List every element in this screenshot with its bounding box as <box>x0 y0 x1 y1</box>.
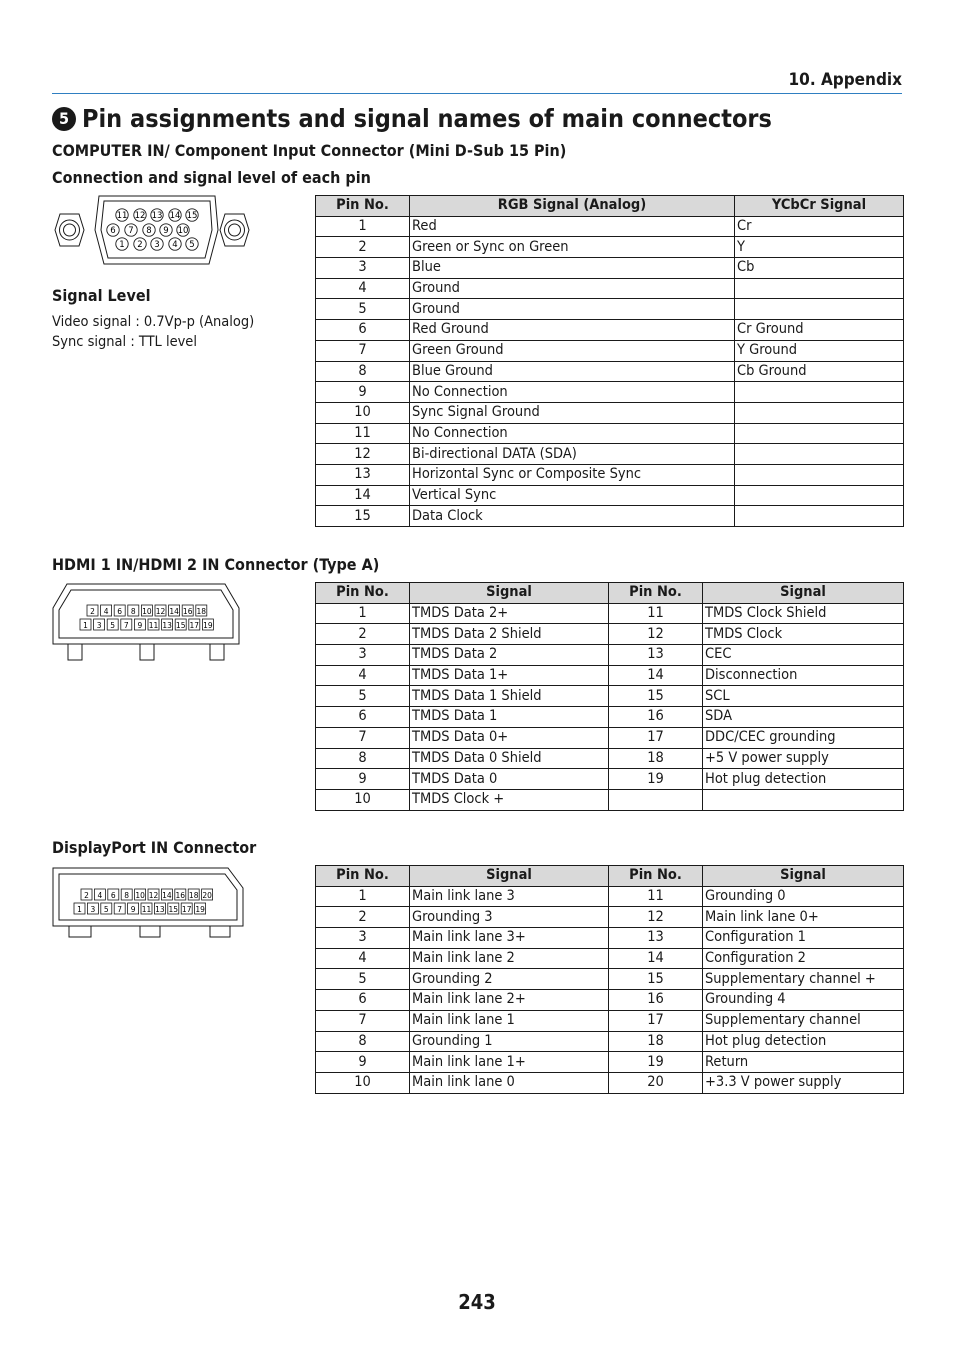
connector-pin-label: 8 <box>124 891 130 900</box>
connector-pin-label: 9 <box>137 621 143 630</box>
table-cell <box>703 789 904 810</box>
connector-pin-label: 12 <box>134 211 146 222</box>
table-row <box>316 237 904 258</box>
connector-pin-label: 8 <box>130 607 136 616</box>
table-row <box>316 969 904 990</box>
connector-pin-label: 8 <box>146 226 152 237</box>
table-cell: CEC <box>703 645 904 666</box>
connector-pin-label: 2 <box>90 607 95 616</box>
displayport-connector-diagram <box>52 866 246 940</box>
table-cell: 4 <box>316 948 410 969</box>
table-cell: No Connection <box>410 423 735 444</box>
col-header-ycbcr-signal: YCbCr Signal <box>735 196 904 217</box>
connector-pin-label: 16 <box>182 607 193 616</box>
table-cell: Grounding 3 <box>410 907 609 928</box>
table-cell: 11 <box>316 423 410 444</box>
header-rule <box>52 93 902 94</box>
table-row <box>316 382 904 403</box>
hdmi-connector-diagram <box>52 582 242 662</box>
table-cell: TMDS Clock <box>703 624 904 645</box>
connector-pin-label: 10 <box>177 226 189 237</box>
table-cell: 8 <box>316 748 410 769</box>
connector-pin-label: 13 <box>155 905 165 914</box>
table-cell: Blue Ground <box>410 361 735 382</box>
table-cell: Vertical Sync <box>410 485 735 506</box>
table-cell: TMDS Clock Shield <box>703 603 904 624</box>
connector-pin-label: 4 <box>103 607 109 616</box>
table-row <box>316 1010 904 1031</box>
col-header-pin-no-2: Pin No. <box>609 583 703 604</box>
table-row <box>316 485 904 506</box>
col-header-signal-2: Signal <box>703 583 904 604</box>
connector-pin-label: 12 <box>148 891 159 900</box>
connector-pin-label: 5 <box>103 905 109 914</box>
connector-pin-label: 3 <box>154 240 160 251</box>
table-cell: Main link lane 2 <box>410 948 609 969</box>
table-cell: 12 <box>609 907 703 928</box>
table-cell: 5 <box>316 299 410 320</box>
table-cell: 14 <box>316 485 410 506</box>
table-row <box>316 645 904 666</box>
displayport-pin-table <box>315 865 904 1094</box>
table-cell: TMDS Data 1 <box>410 707 609 728</box>
table-cell: 12 <box>316 444 410 465</box>
connector-pin-label: 9 <box>163 226 169 237</box>
table-cell: Supplementary channel + <box>703 969 904 990</box>
table-row <box>316 1072 904 1093</box>
connector-pin-label: 4 <box>172 240 178 251</box>
signal-level-heading: Signal Level <box>52 286 151 305</box>
section-header: 10. Appendix <box>788 70 902 90</box>
table-cell: 3 <box>316 258 410 279</box>
table-cell: Data Clock <box>410 506 735 527</box>
table-row <box>316 624 904 645</box>
connector-pin-label: 17 <box>189 621 200 630</box>
table-row <box>316 948 904 969</box>
table-cell: Supplementary channel <box>703 1010 904 1031</box>
connector-pin-label: 3 <box>96 621 102 630</box>
table-row <box>316 769 904 790</box>
connector-pin-label: 14 <box>169 211 181 222</box>
table-cell: TMDS Data 0 Shield <box>410 748 609 769</box>
connector-pin-label: 13 <box>162 621 172 630</box>
connector-pin-label: 14 <box>162 891 172 900</box>
table-cell: 9 <box>316 1052 410 1073</box>
connector-pin-label: 15 <box>175 621 186 630</box>
col-header-signal: Signal <box>410 583 609 604</box>
connector-pin-label: 19 <box>203 621 213 630</box>
table-cell: Hot plug detection <box>703 769 904 790</box>
connector-pin-label: 6 <box>110 226 116 237</box>
table-cell <box>735 382 904 403</box>
table-cell: 2 <box>316 624 410 645</box>
col-header-signal: Signal <box>410 866 609 887</box>
connector-pin-label: 5 <box>189 240 195 251</box>
table-cell <box>609 789 703 810</box>
col-header-signal-2: Signal <box>703 866 904 887</box>
table-cell: Cb <box>735 258 904 279</box>
table-cell: 20 <box>609 1072 703 1093</box>
table-cell: Grounding 0 <box>703 886 904 907</box>
table-cell: 7 <box>316 727 410 748</box>
table-cell: 4 <box>316 278 410 299</box>
sync-signal-text: Sync signal : TTL level <box>52 334 197 350</box>
table-cell: 18 <box>609 748 703 769</box>
table-row <box>316 707 904 728</box>
table-header-row <box>316 196 904 217</box>
table-cell: 12 <box>609 624 703 645</box>
hdmi-heading: HDMI 1 IN/HDMI 2 IN Connector (Type A) <box>52 555 380 574</box>
table-cell <box>735 299 904 320</box>
table-row <box>316 444 904 465</box>
connector-pin-label: 16 <box>175 891 186 900</box>
col-header-pin-no: Pin No. <box>316 583 410 604</box>
table-cell: TMDS Data 2 <box>410 645 609 666</box>
table-cell: 10 <box>316 402 410 423</box>
table-cell: 18 <box>609 1031 703 1052</box>
table-cell: Grounding 2 <box>410 969 609 990</box>
table-row <box>316 886 904 907</box>
table-row <box>316 258 904 279</box>
table-cell: Cr Ground <box>735 320 904 341</box>
table-cell: 8 <box>316 1031 410 1052</box>
table-cell: TMDS Data 1 Shield <box>410 686 609 707</box>
connector-pin-label: 11 <box>116 211 128 222</box>
connector-pin-label: 18 <box>196 607 207 616</box>
table-row <box>316 320 904 341</box>
table-cell: 7 <box>316 1010 410 1031</box>
table-cell: SCL <box>703 686 904 707</box>
col-header-rgb-signal: RGB Signal (Analog) <box>410 196 735 217</box>
table-row <box>316 340 904 361</box>
table-row <box>316 603 904 624</box>
table-cell: TMDS Data 2 Shield <box>410 624 609 645</box>
table-cell: Y Ground <box>735 340 904 361</box>
connector-pin-label: 2 <box>137 240 143 251</box>
table-cell: Cr <box>735 216 904 237</box>
table-cell: 9 <box>316 382 410 403</box>
table-cell: 14 <box>609 665 703 686</box>
table-cell <box>735 506 904 527</box>
table-cell: Disconnection <box>703 665 904 686</box>
connector-pin-label: 10 <box>135 891 145 900</box>
table-cell: Main link lane 3+ <box>410 928 609 949</box>
connector-pin-label: 15 <box>168 905 179 914</box>
table-cell: 9 <box>316 769 410 790</box>
table-cell: 17 <box>609 1010 703 1031</box>
table-cell: Ground <box>410 299 735 320</box>
table-row <box>316 361 904 382</box>
table-cell: Main link lane 0 <box>410 1072 609 1093</box>
table-cell: 6 <box>316 320 410 341</box>
dsub15-pin-table <box>315 195 904 527</box>
connector-pin-label: 7 <box>123 621 129 630</box>
connector-pin-label: 12 <box>155 607 166 616</box>
table-row <box>316 464 904 485</box>
table-cell: 6 <box>316 707 410 728</box>
table-row <box>316 928 904 949</box>
section-number-badge: 5 <box>52 107 76 131</box>
table-cell: 15 <box>609 686 703 707</box>
table-cell: Grounding 4 <box>703 990 904 1011</box>
table-cell: Red <box>410 216 735 237</box>
connector-pin-label: 2 <box>84 891 89 900</box>
connector-pin-label: 7 <box>117 905 123 914</box>
table-cell: Blue <box>410 258 735 279</box>
table-row <box>316 402 904 423</box>
table-cell: Bi-directional DATA (SDA) <box>410 444 735 465</box>
table-cell: 10 <box>316 1072 410 1093</box>
table-cell: 13 <box>609 928 703 949</box>
table-cell: Green or Sync on Green <box>410 237 735 258</box>
table-cell <box>735 444 904 465</box>
table-header-row <box>316 866 904 887</box>
connector-pin-label: 4 <box>97 891 103 900</box>
table-row <box>316 299 904 320</box>
table-cell: Configuration 2 <box>703 948 904 969</box>
table-cell: 5 <box>316 969 410 990</box>
connector-pin-label: 17 <box>181 905 192 914</box>
table-cell: Horizontal Sync or Composite Sync <box>410 464 735 485</box>
table-cell: 1 <box>316 603 410 624</box>
table-cell: 4 <box>316 665 410 686</box>
table-cell: DDC/CEC grounding <box>703 727 904 748</box>
table-cell: SDA <box>703 707 904 728</box>
table-cell: Main link lane 1 <box>410 1010 609 1031</box>
table-cell: 3 <box>316 645 410 666</box>
computer-in-heading: COMPUTER IN/ Component Input Connector (Mini D-Sub 15 Pin) <box>52 141 567 160</box>
connector-pin-label: 1 <box>119 240 125 251</box>
table-cell: 15 <box>316 506 410 527</box>
table-cell: +5 V power supply <box>703 748 904 769</box>
displayport-heading: DisplayPort IN Connector <box>52 838 257 857</box>
table-cell: 7 <box>316 340 410 361</box>
table-cell: 16 <box>609 707 703 728</box>
table-row <box>316 665 904 686</box>
connector-pin-label: 19 <box>195 905 205 914</box>
connector-pin-label: 1 <box>77 905 82 914</box>
table-cell: Green Ground <box>410 340 735 361</box>
table-row <box>316 907 904 928</box>
table-cell <box>735 464 904 485</box>
table-cell: +3.3 V power supply <box>703 1072 904 1093</box>
table-row <box>316 686 904 707</box>
table-cell: Configuration 1 <box>703 928 904 949</box>
page-title-text: Pin assignments and signal names of main connectors <box>82 104 772 133</box>
connector-pin-label: 1 <box>83 621 88 630</box>
table-cell: Y <box>735 237 904 258</box>
table-row <box>316 990 904 1011</box>
connector-pin-label: 13 <box>151 211 163 222</box>
table-cell <box>735 485 904 506</box>
table-cell: Ground <box>410 278 735 299</box>
table-cell: 6 <box>316 990 410 1011</box>
table-cell: 13 <box>609 645 703 666</box>
table-cell: 8 <box>316 361 410 382</box>
connector-pin-label: 11 <box>141 905 152 914</box>
table-cell: TMDS Data 2+ <box>410 603 609 624</box>
table-cell <box>735 423 904 444</box>
connector-pin-label: 7 <box>128 226 134 237</box>
table-cell: Return <box>703 1052 904 1073</box>
table-row <box>316 1031 904 1052</box>
table-cell: 17 <box>609 727 703 748</box>
table-cell: 2 <box>316 237 410 258</box>
table-cell: Sync Signal Ground <box>410 402 735 423</box>
connector-pin-label: 9 <box>130 905 136 914</box>
connector-pin-label: 6 <box>110 891 116 900</box>
connector-pin-label: 11 <box>148 621 159 630</box>
table-cell: 11 <box>609 886 703 907</box>
table-cell: No Connection <box>410 382 735 403</box>
table-cell: 10 <box>316 789 410 810</box>
computer-in-subheading: Connection and signal level of each pin <box>52 168 371 187</box>
connector-pin-label: 3 <box>90 905 96 914</box>
table-cell: 5 <box>316 686 410 707</box>
table-row <box>316 423 904 444</box>
table-cell: 1 <box>316 216 410 237</box>
col-header-pin-no: Pin No. <box>316 866 410 887</box>
connector-pin-label: 18 <box>188 891 199 900</box>
table-cell: Main link lane 2+ <box>410 990 609 1011</box>
table-cell: TMDS Data 0 <box>410 769 609 790</box>
table-row <box>316 506 904 527</box>
table-cell: 16 <box>609 990 703 1011</box>
table-cell: 19 <box>609 769 703 790</box>
table-cell: TMDS Data 1+ <box>410 665 609 686</box>
table-cell: TMDS Clock + <box>410 789 609 810</box>
connector-pin-label: 5 <box>110 621 116 630</box>
table-cell: 1 <box>316 886 410 907</box>
hdmi-pin-table <box>315 582 904 811</box>
table-cell: Red Ground <box>410 320 735 341</box>
page-title <box>52 104 772 133</box>
connector-pin-label: 6 <box>117 607 123 616</box>
table-cell: Main link lane 1+ <box>410 1052 609 1073</box>
table-row <box>316 216 904 237</box>
table-cell: Hot plug detection <box>703 1031 904 1052</box>
table-cell: TMDS Data 0+ <box>410 727 609 748</box>
connector-pin-label: 20 <box>202 891 212 900</box>
table-header-row <box>316 583 904 604</box>
col-header-pin-no-2: Pin No. <box>609 866 703 887</box>
table-cell: 3 <box>316 928 410 949</box>
table-cell: 13 <box>316 464 410 485</box>
connector-pin-label: 14 <box>169 607 179 616</box>
table-cell: 19 <box>609 1052 703 1073</box>
table-cell: 2 <box>316 907 410 928</box>
table-cell: 14 <box>609 948 703 969</box>
col-header-pin-no: Pin No. <box>316 196 410 217</box>
table-row <box>316 748 904 769</box>
table-cell: 11 <box>609 603 703 624</box>
table-row <box>316 789 904 810</box>
table-cell: Main link lane 3 <box>410 886 609 907</box>
connector-pin-label: 10 <box>142 607 152 616</box>
table-row <box>316 278 904 299</box>
table-cell <box>735 278 904 299</box>
page-number: 243 <box>458 1290 496 1314</box>
table-row <box>316 727 904 748</box>
table-cell: 15 <box>609 969 703 990</box>
dsub15-connector-diagram <box>52 194 262 266</box>
connector-pin-label: 15 <box>186 211 198 222</box>
table-cell: Main link lane 0+ <box>703 907 904 928</box>
video-signal-text: Video signal : 0.7Vp-p (Analog) <box>52 314 255 330</box>
table-cell: Cb Ground <box>735 361 904 382</box>
table-cell: Grounding 1 <box>410 1031 609 1052</box>
table-row <box>316 1052 904 1073</box>
table-cell <box>735 402 904 423</box>
